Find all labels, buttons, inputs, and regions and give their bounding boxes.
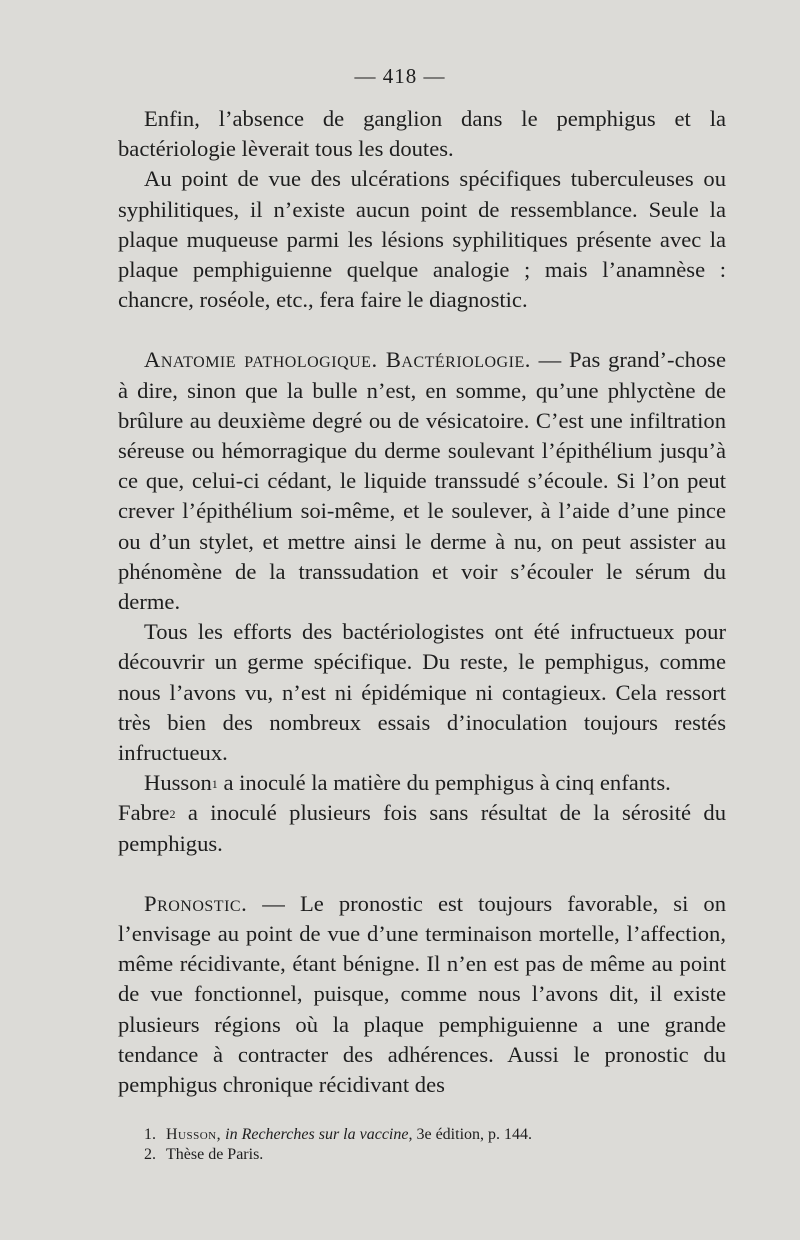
footnote-1-rest: 3e édition, p. 144. [416,1126,533,1143]
footnote-1: 1. Husson, in Recherches sur la vaccine, 3e édition, p. 144. [144,1126,533,1143]
footnote-1-title: in Recherches sur la vaccine, [225,1126,413,1143]
footnote-ref-2: 2 [169,807,176,822]
paragraph-anatomie-text: — Pas grand’-chose à dire, sinon que la bulle n’est, en somme, qu’une phlyctène de brûlure au deuxième degré ou de vésicatoire. C’est une infiltration séreuse ou hémorragique du derme soulevant l’épithélium jusqu’à ce que, celui-ci cédant, le liquide transsudé s’écoule. Si l’on peut crever l’épithélium soi-même, et le soulever, à l’aide d’une pince ou d’un stylet, et mettre ainsi le derme à nu, on peut assister au phénomène de la transsudation et voir s’écouler le sérum du derme. [118,347,727,615]
paragraph-bacteriologistes: Tous les efforts des bactériologistes ont été infructueux pour découvrir un germe spécifique. Du reste, le pemphigus, comme nous l’avons vu, n’est ni épidémique ni contagieux. Cela ressort très bien des nombreux essais d’inoculation toujours restés infructueux. [118,619,726,766]
author-fabre: Fabre [118,800,170,826]
paragraph-anatomie [118,345,726,617]
paragraph-husson-text: a inoculé la matière du pemphigus à cinq enfants. [217,770,671,796]
page-number: — 418 — [354,64,446,88]
footnotes [118,1125,726,1165]
footnote-2-text: Thèse de Paris. [166,1146,264,1163]
footnote-ref-1: 1 [211,777,218,792]
paragraph-1: Enfin, l’absence de ganglion dans le pemphigus et la bactériologie lèverait tous les doutes. [118,106,726,162]
main-text [118,104,726,1100]
footnote-2: 2. Thèse de Paris. [144,1146,264,1163]
paragraph-2: Au point de vue des ulcérations spécifiques tuberculeuses ou syphilitiques, il n’existe aucun point de ressemblance. Seule la plaque muqueuse parmi les lésions syphilitiques présente avec la plaque pemphiguienne quelque analogie ; mais l’anamnèse : chancre, roséole, etc., fera faire le diagnostic. [118,166,726,313]
footnote-1-author: Husson, [166,1126,222,1143]
paragraph-fabre-text: a inoculé plusieurs fois sans résultat de la sérosité du pemphigus. [118,800,726,856]
section-heading-pronostic: Pronostic. [144,890,248,916]
section-heading-anatomie: Anatomie pathologique. Bactériologie. [144,347,531,373]
paragraph-pronostic [118,889,726,1100]
paragraph-pronostic-text: — Le pronostic est toujours favorable, si on l’envisage au point de vue d’une terminaison mortelle, l’affection, même récidivante, étant bénigne. Il n’en est pas de même au point de vue fonctionnel, puisque, comme nous l’avons dit, il existe plusieurs régions où la plaque pemphiguienne a une grande tendance à contracter des adhérences. Aussi le pronostic du pemphigus chronique récidivant des [118,890,726,1098]
paragraph-husson [118,768,726,859]
author-husson: Husson [144,770,212,796]
